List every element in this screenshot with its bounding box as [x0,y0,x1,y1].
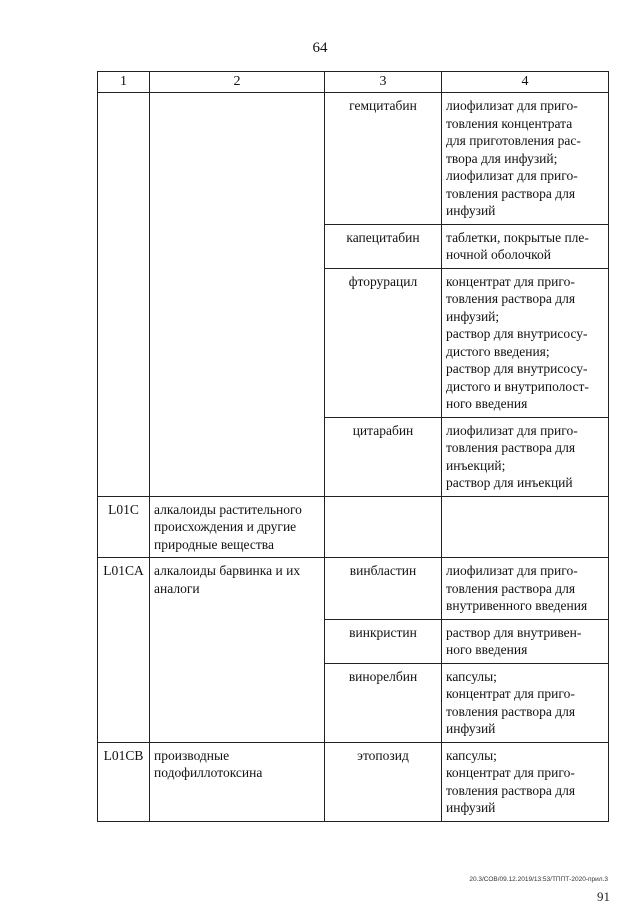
group-cell [150,268,325,417]
header-col-4: 4 [442,72,609,93]
drug-name-cell [325,496,442,558]
group-cell [150,742,325,821]
drug-name-cell: винбластин [325,558,442,620]
group-cell [150,93,325,225]
dosage-form-cell [442,663,609,742]
form-line: твора для инфузий; [446,150,558,166]
atc-code-cell [98,619,150,663]
form-line: раствор для внутривен- [446,624,582,640]
dosage-form-cell [442,496,609,558]
drug-name-cell: фторурацил [325,268,442,417]
drug-name-cell: винорелбин [325,663,442,742]
form-line: концентрат для приго- [446,686,575,701]
form-line: инъекций; [446,457,506,473]
form-line: концентрат для приго- [446,765,575,780]
group-line: производные [154,747,230,763]
dosage-form-cell [442,742,609,821]
atc-code-cell [98,93,150,225]
form-line: товления раствора для [446,440,576,455]
form-line: лиофилизат для приго- [446,422,578,438]
form-line: капсулы; [446,747,497,763]
table-row [98,93,609,225]
page-number: 64 [312,40,328,56]
footer-page-mark: 91 [597,889,610,904]
form-line: инфузий [446,721,496,736]
atc-code-cell: L01CB [98,742,150,821]
group-line: алкалоиды барвинка и их [154,563,301,578]
atc-code-cell: L01C [98,496,150,558]
form-line: раствор для внутрисосу- [446,326,588,341]
table-row [98,742,609,821]
form-line: товления раствора для [446,703,576,719]
dosage-form-cell [442,558,609,620]
header-row [98,72,609,93]
form-line: товления концентрата [446,115,573,131]
table-row [98,417,609,496]
group-cell [150,619,325,663]
document-footer-code: 20.3/СОВ/09.12.2019/13:53/ТППТ-2020-прил.3 [469,876,608,883]
drug-name-cell: этопозид [325,742,442,821]
group-cell [150,417,325,496]
form-line: лиофилизат для приго- [446,168,578,183]
form-line: раствор для инъекций [446,475,573,490]
dosage-form-cell [442,619,609,663]
dosage-form-cell [442,224,609,268]
form-line: инфузий; [446,308,500,324]
table-row [98,268,609,417]
drug-name-cell: капецитабин [325,224,442,268]
form-line: дистого и внутриполост- [446,378,589,394]
form-line: товления раствора для [446,782,576,798]
form-line: инфузий [446,800,496,815]
form-line: товления раствора для [446,291,576,306]
drug-name-cell: винкристин [325,619,442,663]
header-col-2: 2 [150,72,325,93]
atc-code-cell [98,224,150,268]
table-row [98,619,609,663]
drug-table [97,71,609,822]
header-col-3: 3 [325,72,442,93]
form-line: ного введения [446,396,528,411]
form-line: лиофилизат для приго- [446,563,578,578]
form-line: таблетки, покрытые пле- [446,229,589,245]
group-line: происхождения и другие [154,519,297,534]
drug-name-cell: цитарабин [325,417,442,496]
group-cell [150,496,325,558]
group-line: аналоги [154,580,200,596]
group-line: подофиллотоксина [154,765,263,780]
table-row [98,224,609,268]
atc-code-cell [98,268,150,417]
group-cell [150,663,325,742]
form-line: ночной оболочкой [446,247,551,262]
form-line: товления раствора для [446,185,576,201]
dosage-form-cell [442,93,609,225]
atc-code-cell [98,417,150,496]
table-row [98,496,609,558]
form-line: капсулы; [446,668,497,684]
form-line: внутривенного введения [446,598,588,613]
form-line: раствор для внутрисосу- [446,361,588,376]
form-line: дистого введения; [446,343,550,359]
header-col-1: 1 [98,72,150,93]
form-line: товления раствора для [446,580,576,596]
form-line: концентрат для приго- [446,273,575,289]
form-line: ного введения [446,642,528,657]
atc-code-cell [98,663,150,742]
group-cell [150,558,325,620]
form-line: лиофилизат для приго- [446,98,578,113]
drug-name-cell: гемцитабин [325,93,442,225]
group-line: алкалоиды растительного [154,501,302,517]
dosage-form-cell [442,268,609,417]
table-row [98,558,609,620]
form-line: инфузий [446,203,496,218]
dosage-form-cell [442,417,609,496]
form-line: для приготовления рас- [446,133,581,148]
table-row [98,663,609,742]
group-cell [150,224,325,268]
atc-code-cell: L01CA [98,558,150,620]
group-line: природные вещества [154,536,274,552]
